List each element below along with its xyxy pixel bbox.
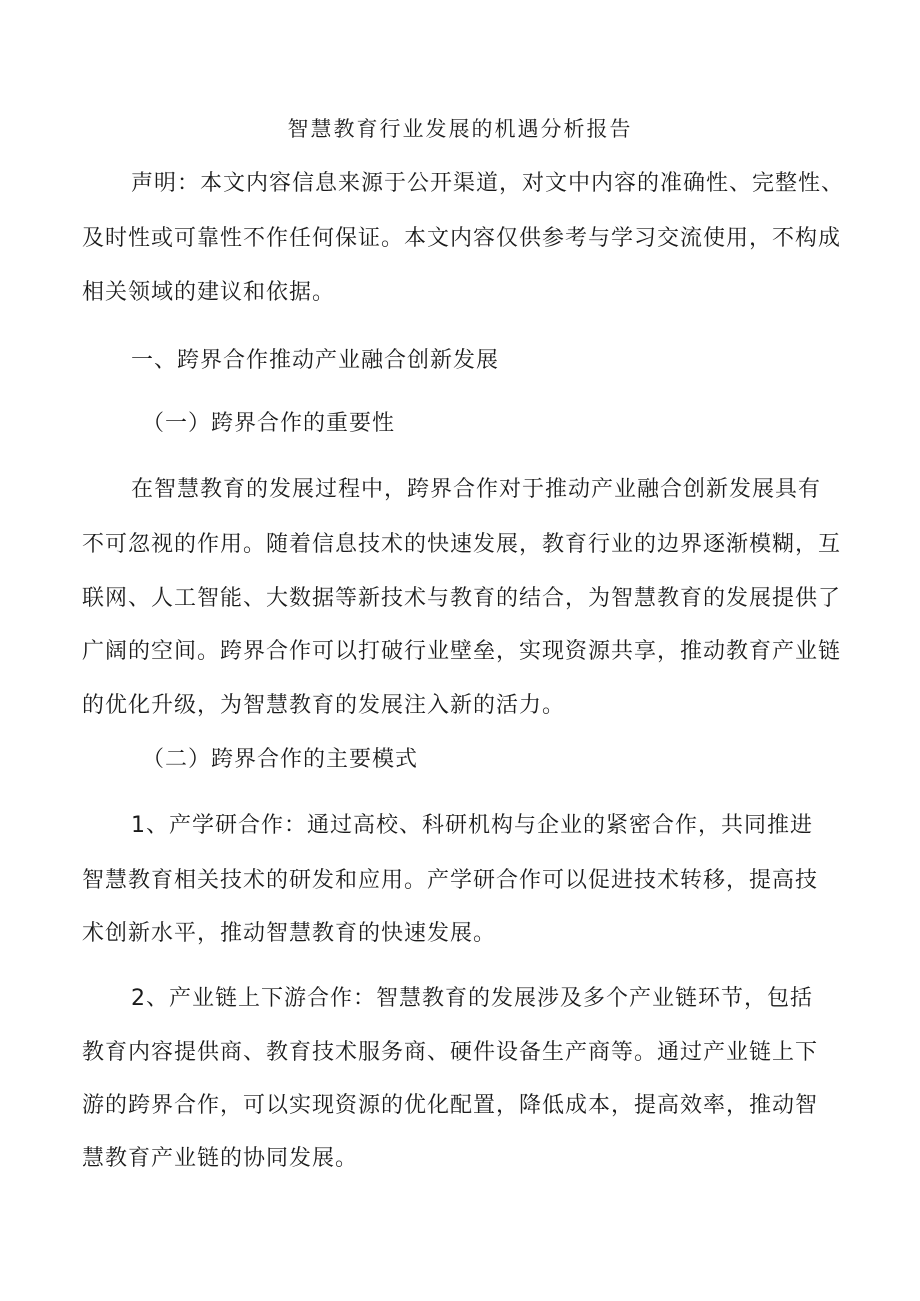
paragraph-line: 联网、人工智能、大数据等新技术与教育的结合，为智慧教育的发展提供了 <box>82 586 842 611</box>
paragraph-line: 不可忽视的作用。随着信息技术的快速发展，教育行业的边界逐渐模糊，互 <box>82 532 842 557</box>
paragraph-line: 广阔的空间。跨界合作可以打破行业壁垒，实现资源共享，推动教育产业链 <box>82 639 842 664</box>
list-item-line: 教育内容提供商、教育技术服务商、硬件设备生产商等。通过产业链上下 <box>82 1040 819 1065</box>
document-title: 智慧教育行业发展的机遇分析报告 <box>287 117 633 141</box>
disclaimer-line: 及时性或可靠性不作任何保证。本文内容仅供参考与学习交流使用，不构成 <box>82 226 842 251</box>
subsection-heading: （一）跨界合作的重要性 <box>142 411 396 436</box>
section-heading: 一、跨界合作推动产业融合创新发展 <box>131 348 500 373</box>
list-item-line: 智慧教育相关技术的研发和应用。产学研合作可以促进技术转移，提高技 <box>82 868 819 893</box>
list-item-line: 慧教育产业链的协同发展。 <box>82 1146 359 1171</box>
disclaimer-line: 相关领域的建议和依据。 <box>82 280 336 305</box>
list-item-line: 游的跨界合作，可以实现资源的优化配置，降低成本，提高效率，推动智 <box>82 1093 819 1118</box>
list-item-line: 术创新水平，推动智慧教育的快速发展。 <box>82 921 497 946</box>
list-item-line: 2、产业链上下游合作：智慧教育的发展涉及多个产业链环节，包括 <box>131 986 813 1011</box>
disclaimer-line: 声明：本文内容信息来源于公开渠道，对文中内容的准确性、完整性、 <box>131 171 845 196</box>
list-item-line: 1、产学研合作：通过高校、科研机构与企业的紧密合作，共同推进 <box>131 813 813 838</box>
paragraph-line: 的优化升级，为智慧教育的发展注入新的活力。 <box>82 693 566 718</box>
paragraph-line: 在智慧教育的发展过程中，跨界合作对于推动产业融合创新发展具有 <box>131 477 822 502</box>
subsection-heading: （二）跨界合作的主要模式 <box>142 747 419 772</box>
